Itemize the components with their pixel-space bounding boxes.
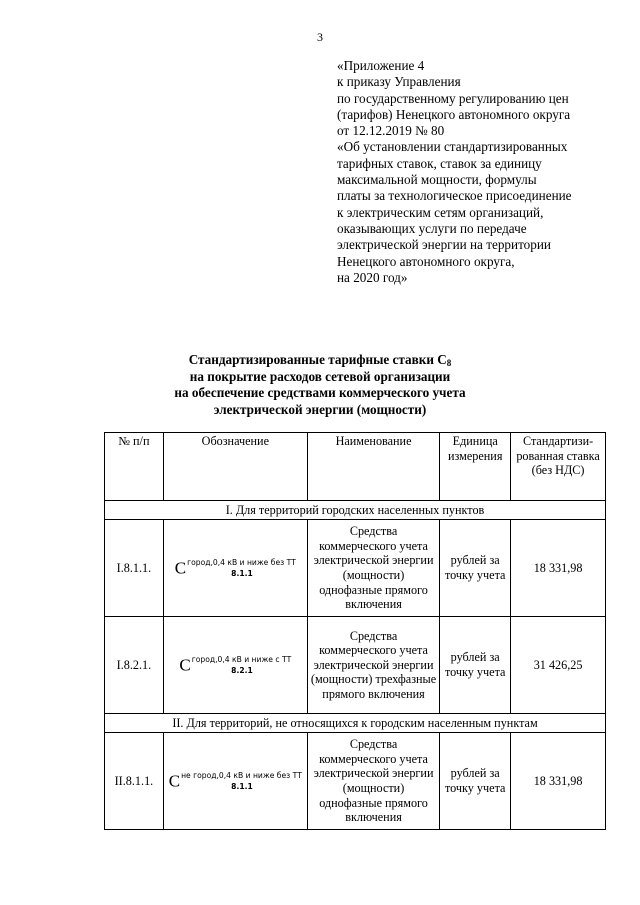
section-row xyxy=(105,501,606,520)
appendix-line: «Приложение 4 xyxy=(337,58,425,73)
formula-symbol: C xyxy=(179,655,191,675)
page-number: 3 xyxy=(317,30,323,44)
row-name: Средства коммерческого учета электрической энергии (мощности) однофазные прямого включения xyxy=(307,520,439,617)
row-num: I.8.2.1. xyxy=(105,617,164,714)
formula-superscript: город,0,4 кВ и ниже без ТТ xyxy=(187,558,296,567)
header-num: № п/п xyxy=(105,433,164,501)
formula-symbol: C xyxy=(168,771,181,791)
formula-subscript: 8.1.1 xyxy=(231,569,253,578)
title-line-1-text: Стандартизированные тарифные ставки С xyxy=(188,352,447,367)
rates-table xyxy=(104,432,606,830)
appendix-line: платы за технологическое присоединение xyxy=(337,188,572,204)
row-num: II.8.1.1. xyxy=(105,733,164,830)
section-row xyxy=(105,714,606,733)
row-rate: 31 426,25 xyxy=(511,617,606,714)
header-designation: Обозначение xyxy=(163,433,307,501)
appendix-line: к электрическим сетям организаций, xyxy=(337,204,544,220)
header-unit: Единица измерения xyxy=(440,433,511,501)
table-row xyxy=(105,617,606,714)
title-line-1 xyxy=(0,352,640,369)
table-row xyxy=(105,520,606,617)
table-row xyxy=(105,733,606,830)
section-heading: I. Для территорий городских населенных пунктов xyxy=(105,501,606,520)
formula xyxy=(169,770,302,792)
row-designation xyxy=(163,733,307,830)
formula-subscript: 8.1.1 xyxy=(231,782,253,791)
title-line-4: электрической энергии (мощности) xyxy=(213,401,427,417)
appendix-line: электрической энергии на территории xyxy=(337,237,551,253)
appendix-line: к приказу Управления xyxy=(337,74,461,90)
formula xyxy=(179,654,291,676)
appendix-line: на 2020 год» xyxy=(337,269,408,285)
title-line-2: на покрытие расходов сетевой организации xyxy=(189,368,451,384)
title-line-3: на обеспечение средствами коммерческого учета xyxy=(174,385,466,400)
appendix-block xyxy=(337,58,627,286)
row-designation xyxy=(163,520,307,617)
table-header-row xyxy=(105,433,606,501)
appendix-line: оказывающих услуги по передаче xyxy=(337,220,527,236)
appendix-line: от 12.12.2019 № 80 xyxy=(337,123,445,139)
row-name: Средства коммерческого учета электрической энергии (мощности) трехфазные прямого включения xyxy=(307,617,439,714)
row-rate: 18 331,98 xyxy=(511,733,606,830)
formula-symbol: C xyxy=(174,558,187,578)
row-unit: рублей за точку учета xyxy=(440,520,511,617)
appendix-line: Ненецкого автономного округа, xyxy=(337,253,515,269)
formula xyxy=(175,557,296,579)
row-unit: рублей за точку учета xyxy=(440,617,511,714)
appendix-line: тарифных ставок, ставок за единицу xyxy=(337,155,542,171)
appendix-line: по государственному регулированию цен xyxy=(337,90,569,106)
title-subscript: 8 xyxy=(446,358,452,368)
appendix-line: «Об установлении стандартизированных xyxy=(337,139,568,155)
appendix-line: (тарифов) Ненецкого автономного округа xyxy=(337,106,571,122)
formula-superscript: не город,0,4 кВ и ниже без ТТ xyxy=(181,771,302,780)
header-rate: Стандартизи-рованная ставка (без НДС) xyxy=(511,433,606,501)
section-heading: II. Для территорий, не относящихся к городским населенным пунктам xyxy=(105,714,606,733)
row-num: I.8.1.1. xyxy=(105,520,164,617)
row-name: Средства коммерческого учета электрической энергии (мощности) однофазные прямого включения xyxy=(307,733,439,830)
header-name: Наименование xyxy=(307,433,439,501)
formula-subscript: 8.2.1 xyxy=(231,666,253,675)
row-designation xyxy=(163,617,307,714)
row-unit: рублей за точку учета xyxy=(440,733,511,830)
appendix-line: максимальной мощности, формулы xyxy=(337,172,537,188)
formula-superscript: город,0,4 кВ и ниже с ТТ xyxy=(191,655,292,664)
document-title xyxy=(0,352,640,418)
row-rate: 18 331,98 xyxy=(511,520,606,617)
